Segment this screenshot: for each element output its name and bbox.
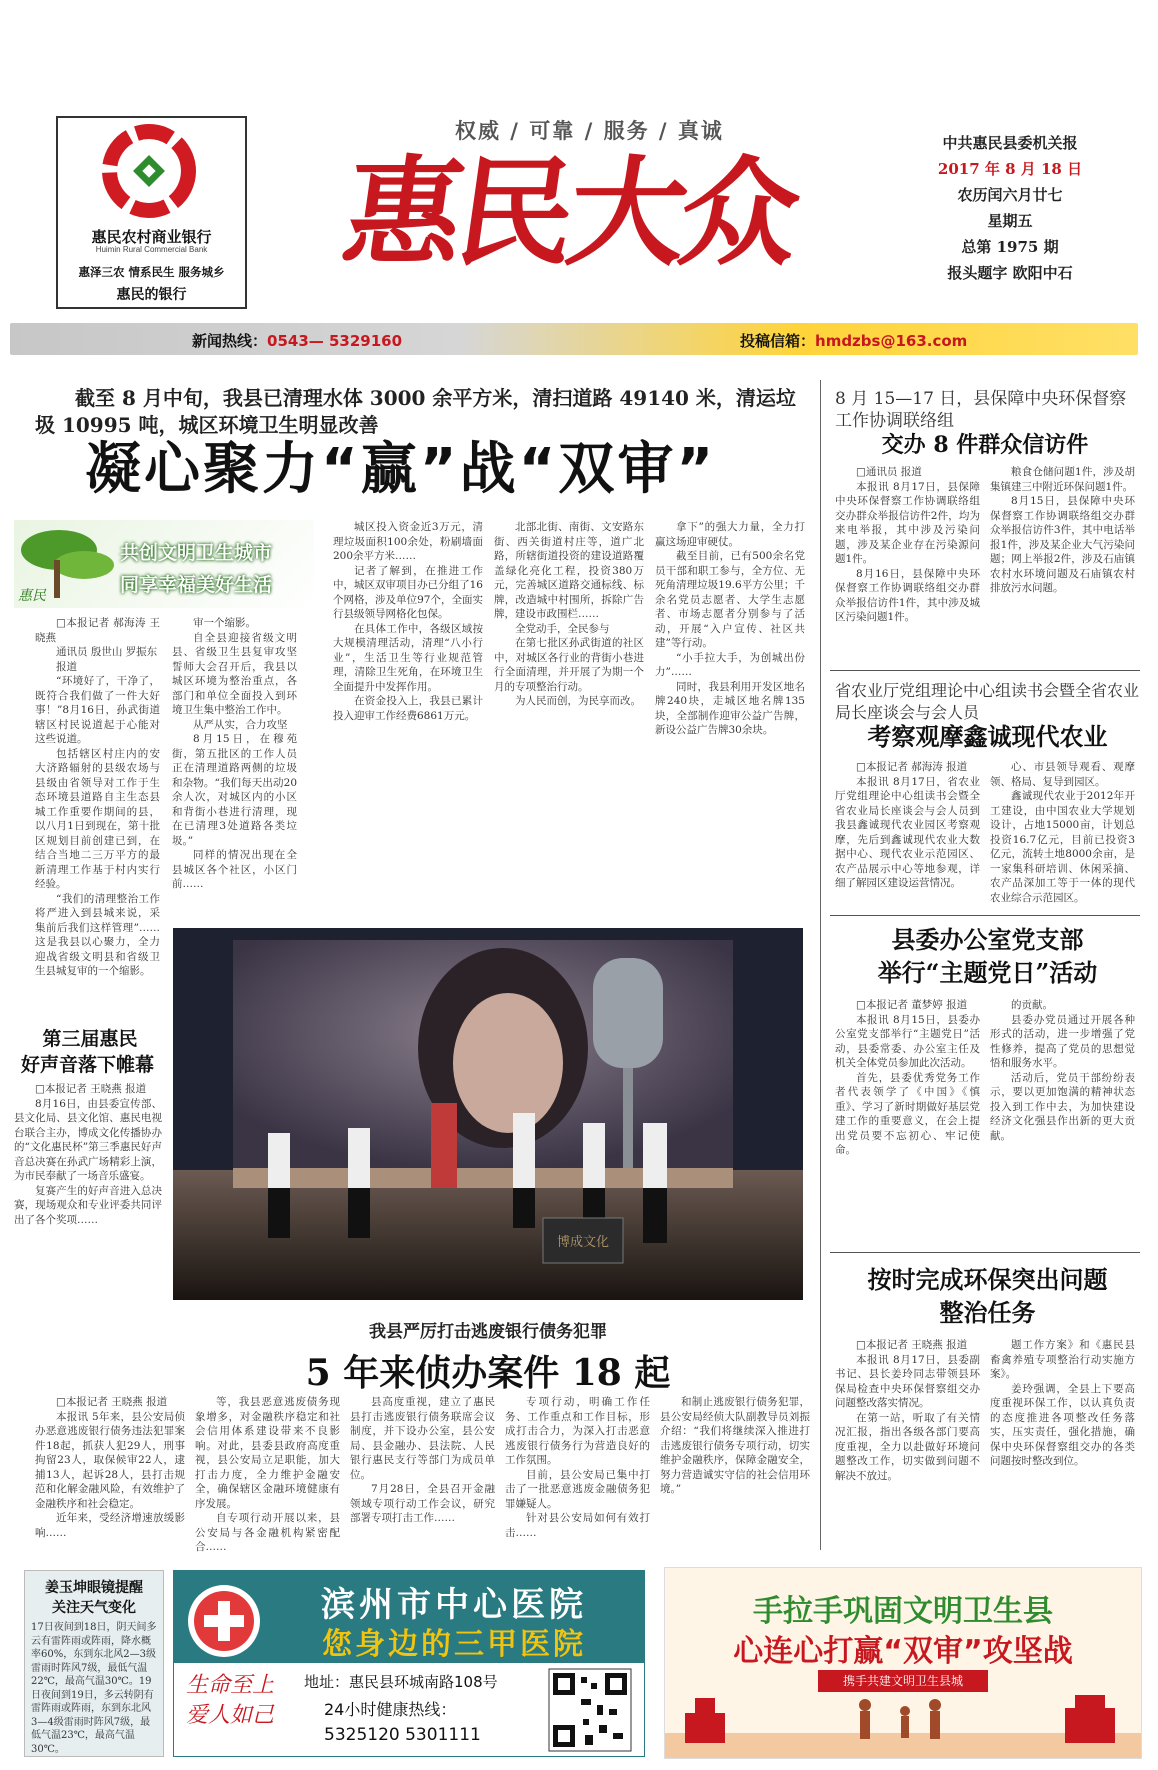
inspection-kicker: 8 月 15—17 日，县保障中央环保督察工作协调联络组 (835, 389, 1127, 431)
qr-code-icon[interactable] (549, 1669, 631, 1751)
hospital-name: 滨州市中心医院 (321, 1585, 587, 1625)
stage-banner-text: 博成文化 (556, 1235, 610, 1250)
main-story-lead: 截至 8 月中旬，我县已清理水体 3000 余平方米，清扫道路 49140 米，清运垃圾 10995 吨，城区环境卫生明显改善 (35, 386, 796, 437)
submission-email-address[interactable]: hmdzbs@163.com (815, 332, 968, 350)
singing-headline-1: 第三届惠民 (42, 1028, 138, 1050)
masthead-info (905, 130, 1115, 286)
agriculture-col-2: 心、市县领导观看、观摩领、格局、复导到园区。 鑫诚现代农业于2012年开工建设，由中国农业大学规划设计，占地15000亩，计划总投资16.7亿元，目前已投资3亿元，流转土地8000余亩，是一家集科研培训、休闲采摘、农产品深加工等于一体的现代农业综合示范园区。 (990, 761, 1135, 904)
civil-line-2: 心连心打赢“双审”攻坚战 (733, 1634, 1073, 1669)
main-story-col-2: 审一个缩影。 自全县迎接省级文明县、省级卫生县复审攻坚誓师大会召开后，我县以城区环境为整治重点，各部门和单位全面投入到环境卫生集中整治工作中。 从严从实，合力攻坚 8月15日，在穆苑街，第五批区的工作人员正在清理道路两侧的垃圾和杂物。“我们每天出动20余人次，对城区内的小区和背街小巷进行清理，现在已清理3处道路各类垃圾。” 同样的情况出现在全县城区各个社区，小区门前…… (172, 617, 297, 890)
main-story-col-1: □本报记者 郝海涛 王晓燕 通讯员 殷世山 罗振东 报道 “环境好了，干净了，既符合我们做了一件大好事！”8月16日，孙武街道辖区村民说道起于心能对这些说道。 包括辖区村庄内的安大济路辐射的县级农场与县级由省领导对工作于生态环境县道路自主生态县城工作重要作期间的县，以八月1日到现在，第十批区规划目前创建已到，在结合当地二三万平方的最新清理工作基于村内实行经验。 “我们的清理整治工作将严进入到县城来说，采集前后我们这样管理”……这是我县以心聚力，全力迎战省级文明县和省级卫生县城复审的一个缩影。 (35, 617, 160, 977)
debt-col-2: 等，我县恶意逃废债务现象增多，对金融秩序稳定和社会信用体系建设带来不良影响。对此，县委县政府高度重视，县公安局立足职能，加大打击力度，全力维护金融安全，确保辖区金融环境健康有序发展。 自专项行动开展以来，县公安局与各金融机构紧密配合…… (195, 1396, 340, 1553)
civil-line-1: 手拉手巩固文明卫生县 (753, 1594, 1053, 1629)
lunar-date: 农历闰六月廿七 (957, 186, 1063, 204)
bank-name: 惠民农村商业银行 (91, 228, 212, 246)
bank-ad (56, 116, 247, 309)
bank-name-en: Huimin Rural Commercial Bank (95, 245, 208, 254)
inspection-col-1: □通讯员 报道 本报讯 8月17日，县保障中央环保督察工作协调联络组交办群众举报信访件2件，均为来电举报，其中涉及污染问题，涉及某企业存在污染源问题1件。 8月16日，县保障中央环保督察工作协调联络组交办群众举报信访件1件，其中涉及城区污染问题1件。 (835, 466, 980, 623)
weather-box (24, 1570, 164, 1757)
env-headline-2: 整治任务 (939, 1298, 1036, 1327)
agriculture-headline: 考察观摩鑫诚现代农业 (867, 722, 1108, 751)
party-headline-2: 举行“主题党日”活动 (877, 958, 1098, 987)
bank-slogan: 惠泽三农 情系民生 服务城乡 (78, 265, 225, 279)
badge-line-1: 共创文明卫生城市 (120, 542, 273, 564)
bank-tagline: 惠民的银行 (116, 287, 187, 303)
agriculture-kicker: 省农业厅党组理论中心组读书会暨全省农业局长座谈会与会人员 (835, 681, 1140, 722)
debt-col-1: □本报记者 王晓燕 报道 本报讯 5年来，县公安局侦办恶意逃废银行债务违法犯罪案件18起，抓获人犯29人，刑事拘留23人，取保候审22人，逮捕13人，起诉28人，县打击规范和化解金融风险，有效维护了金融秩序和社会稳定。 近年来，受经济增速放缓影响…… (35, 1396, 185, 1539)
hospital-ad (173, 1570, 645, 1757)
main-story-col-4: 北部北街、南街、文安路东街、西关街道村庄等，道广北路，所辖街道投资的建设道路覆盖绿化亮化工程，投资380万元，完善城区道路交通标线、标牌，改造城中村围所，拆除广告牌，建设市政围栏…… 全党动手，全民参与 在第七批区孙武街道的社区中，对城区各行业的背街小巷进行全面清理，并开展了为期一个月的专项整治行动。 为人民而创，为民享而改。 (494, 521, 644, 707)
hospital-phones[interactable]: 5325120 5301111 (324, 1725, 481, 1745)
inspection-headline: 交办 8 件群众信访件 (881, 432, 1089, 458)
concert-photo (173, 928, 803, 1300)
env-col-1: □本报记者 王晓燕 报道 本报讯 8月17日，县委副书记、县长姜玲同志带领县环保局检查中央环保督察组交办问题整改落实情况。 在第一站，听取了有关情况汇报，指出各级各部门要高度重视，全力以赴做好环境问题整改工作，切实做到问题不解决不放过。 (835, 1339, 980, 1482)
hospital-calligraphy: 生命至上 爱人如己 (185, 1673, 274, 1728)
news-hotline (192, 330, 402, 351)
divider (830, 1252, 1140, 1253)
masthead-motto: 权威 / 可靠 / 服务 / 真诚 (455, 118, 724, 143)
family-silhouette-icon (665, 1693, 1141, 1758)
singing-body: □本报记者 王晓燕 报道 8月16日，由县委宣传部、县文化局、县文化馆、惠民电视台联合主办，博成文化传播协办的“文化惠民杯”第三季惠民好声音总决赛在孙武广场精彩上演，为市民奉献了一场音乐盛宴。 复赛产生的好声音进入总决赛，现场观众和专业评委共同评出了各个奖项…… (14, 1083, 162, 1226)
badge-line-2: 同享幸福美好生活 (120, 574, 273, 596)
right-column-divider (820, 380, 821, 1550)
submission-email (740, 330, 967, 351)
hospital-tagline: 您身边的三甲医院 (322, 1627, 586, 1662)
env-col-2: 题工作方案》和《惠民县畜禽养殖专项整治行动实施方案》。 姜玲强调，全县上下要高度重视环保工作，以认真负责的态度推进各项整改任务落实，压实责任，强化措施，确保中央环保督察组交办的各类问题按时整改到位。 (990, 1339, 1135, 1467)
svg-text:惠民: 惠民 (18, 588, 46, 604)
debt-kicker: 我县严厉打击逃废银行债务犯罪 (369, 1322, 607, 1342)
inspection-col-2: 粮食仓储问题1件，涉及胡集镇建三中附近环保问题1件。 8月15日，县保障中央环保督察工作协调联络组交办群众举报信访件3件，其中电话举报1件，涉及某企业大气污染问题；网上举报2件，涉及石庙镇农村水环境问题及石庙镇农村排放污水问题。 (990, 466, 1135, 594)
hospital-address: 地址：惠民县环城南路108号 (304, 1673, 498, 1691)
contact-bar (10, 323, 1138, 355)
civilization-ad (664, 1567, 1142, 1759)
env-headline-1: 按时完成环保突出问题 (867, 1265, 1108, 1294)
hospital-logo-icon (184, 1581, 264, 1661)
debt-col-3: 县高度重视，建立了惠民县打击逃废银行债务联席会议制度，并下设办公室，县公安局、县金融办、县法院、人民银行惠民支行等部门为成员单位。 7月28日，全县召开金融领域专项行动工作会议，研究部署专项打击工作…… (350, 1396, 495, 1524)
newspaper-title: 惠民大众 (335, 143, 803, 282)
debt-headline: 5 年来侦办案件 18 起 (305, 1352, 671, 1394)
weather-body: 17日夜间到18日，阴天间多云有雷阵雨或阵雨，降水概率60%，东到东北风2—3级雷雨时阵风7级，最低气温22℃，最高气温30℃。19日夜间到19日，多云转阴有雷阵雨或阵雨，东到东北风3—4级雷雨时阵风7级，最低气温23℃，最高气温30℃。 (31, 1622, 157, 1755)
news-hotline-label: 新闻热线： (192, 332, 268, 350)
agriculture-col-1: □本报记者 郝海涛 报道 本报讯 8月17日，省农业厅党组理论中心组读书会暨全省农业局长座谈会与会人员到我县鑫诚现代农业园区考察观摩，先后到鑫诚现代农业大数据中心、现代农业示范园区、农产品展示中心等地参观，详细了解园区建设运营情况。 (835, 761, 980, 889)
party-col-2: 的贡献。 县委办党员通过开展各种形式的活动，进一步增强了党性修养，提高了党员的思想觉悟和服务水平。 活动后，党员干部纷纷表示，要以更加饱满的精神状态投入到工作中去，为加快建设经济文化强县作出新的更大贡献。 (990, 999, 1135, 1142)
issue-number: 总第 1975 期 (961, 238, 1059, 256)
divider (830, 670, 1140, 671)
party-headline-1: 县委办公室党支部 (891, 925, 1084, 954)
civil-banner: 携手共建文明卫生县城 (818, 1670, 988, 1692)
submission-email-label: 投稿信箱： (740, 332, 816, 350)
singing-headline-2: 好声音落下帷幕 (20, 1054, 154, 1076)
weather-title-2: 关注天气变化 (52, 1600, 136, 1616)
debt-col-4: 专项行动，明确工作任务、工作重点和工作目标，形成打击合力，为深入打击恶意逃废银行债务行为营造良好的工作氛围。 目前，县公安局已集中打击了一批恶意逃废金融债务犯罪嫌疑人。 针对县公安局如何有效打击…… (505, 1396, 650, 1539)
main-story-col-3: 城区投入资金近3万元，清理垃圾面积100余处，粉刷墙面200余平方米…… 记者了解到，在推进工作中，城区双审项目办已分组了16个网格，涉及单位97个，全面实行县级领导网格化包保。 在具体工作中，各级区域按大规模清理活动，清理“八小行业”，生活卫生等行业规范管理，清除卫生死角，在环境卫生全面提升中发挥作用。 在资金投入上，我县已累计投入迎审工作经费6861万元。 (333, 521, 483, 722)
divider (830, 915, 1140, 916)
tree-icon (14, 520, 124, 608)
hospital-hotline-label: 24小时健康热线： (324, 1700, 457, 1719)
party-col-1: □本报记者 董梦婷 报道 本报讯 8月15日，县委办公室党支部举行“主题党日”活动，县委常委、办公室主任及机关全体党员参加此次活动。 首先，县委优秀党务工作者代表领学了《中国》《慎重》、学习了新时期做好基层党建工作的重要意义，在会上提出党员要不忘初心、牢记使命。 (835, 999, 980, 1156)
bank-logo-icon (102, 124, 196, 218)
debt-col-5: 和制止逃废银行债务犯罪，县公安局经侦大队副教导员刘振介绍：“我们将继续深入推进打击逃废银行债务专项行动，切实维护金融秩序，保障金融安全，努力营造诚实守信的社会信用环境。” (660, 1396, 810, 1495)
main-story-col-5: 拿下”的强大力量，全力打赢这场迎审硬仗。 截至目前，已有500余名党员干部和职工参与，全方位、无死角清理垃圾19.6平方公里；千余名党员志愿者、大学生志愿者、市场志愿者分别参与了活动，开展“入户宣传、社区共建”等行动。 “小手拉大手，为创城出份力”…… 同时，我县利用开发区地名牌240块，走城区地名牌135块，全部制作迎审公益广告牌，新设公益广告牌30余块。 (655, 521, 805, 736)
main-story-headline: 凝心聚力“赢”战“双审” (85, 437, 717, 502)
weather-title-1: 姜玉坤眼镜提醒 (45, 1580, 143, 1596)
calligrapher: 报头题字 欧阳中石 (947, 264, 1073, 282)
issue-date: 2017 年 8 月 18 日 (937, 160, 1083, 178)
concert-stage-image (173, 928, 803, 1300)
publisher: 中共惠民县委机关报 (942, 134, 1078, 152)
news-hotline-number: 0543— 5329160 (267, 332, 403, 350)
weekday: 星期五 (987, 212, 1033, 230)
